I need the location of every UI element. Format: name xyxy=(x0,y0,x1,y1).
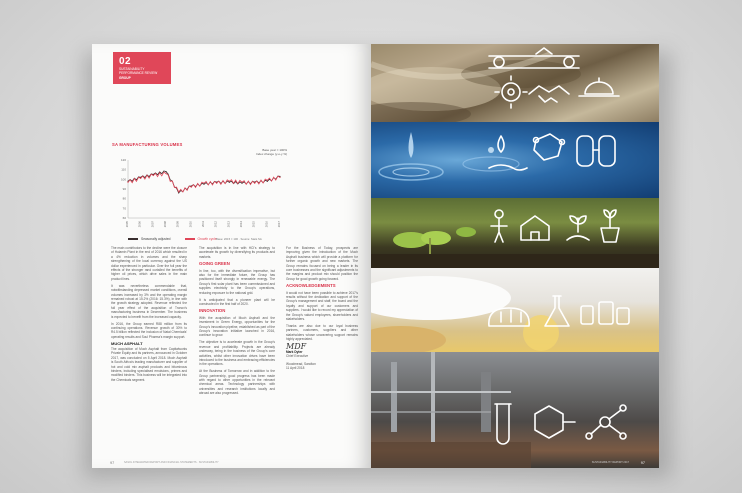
page-number-left: 97 xyxy=(110,461,115,465)
handshake-icon xyxy=(529,86,569,102)
molecule-icon xyxy=(534,134,565,160)
paragraph: It was nevertheless commendable that, notwithstanding depressed market conditions, overall volumes increased by 3% and the operating margin remained robust at 15.2% (2016: 15.3%), in line with the growth strategy adopted. Revenue reflected the full year effect of the acquisition of Tronox's manufacturing business in December. The business is expected to benefit from the increased capacity. xyxy=(111,283,187,319)
y-tick-label: 70 xyxy=(122,206,126,211)
y-tick-label: 80 xyxy=(122,196,126,201)
chart-note-1: Base year = 100% xyxy=(262,148,287,152)
x-tick-label: 2015 xyxy=(251,221,256,228)
right-page xyxy=(371,44,659,468)
signatory-place: Woodmead, Sandton xyxy=(286,361,316,366)
data-point xyxy=(153,175,154,176)
conveyor-icon xyxy=(489,48,579,68)
subheading-much-asphalt: MUCH ASPHALT xyxy=(111,340,143,346)
x-tick-label: 2012 xyxy=(213,221,218,228)
heading-acknowledgements: ACKNOWLEDGEMENTS xyxy=(286,283,336,289)
heading-innovation: INNOVATION xyxy=(199,308,226,314)
text-column-1 xyxy=(111,246,187,385)
gear-icon xyxy=(495,76,527,108)
hexagon-icon xyxy=(535,406,575,438)
section-title-1: SUSTAINABILITY xyxy=(119,67,145,71)
x-tick-label: 2005 xyxy=(125,221,129,228)
legend-item-seasonal xyxy=(128,237,171,241)
paragraph: The acquisition of Much Asphalt from Capitalworks Private Equity and its partners, announced in October 2017, was concluded on 5 April 2018. Much Asphalt is South Africa's leading manufacturer and supplier of hot and cold mix asphalt products and bituminous binders, including specialised emulsions, primes and modified binders. This business will be integrated into the Chemicals segment. xyxy=(111,347,187,382)
data-point xyxy=(229,181,230,182)
y-tick-label: 60 xyxy=(122,216,126,220)
data-point xyxy=(267,180,268,181)
signatory-role: Chief Executive xyxy=(286,354,309,359)
chart-source: Base: 2015 = 100 · Source: Stats SA xyxy=(216,237,262,241)
data-point xyxy=(254,183,255,184)
legend-item-growth xyxy=(185,237,217,241)
left-footer: SASOL INTEGRATED REPORT AND FINANCIAL STATEMENTS · SUSTAINABILITY xyxy=(124,461,219,464)
x-tick-label: 2006 xyxy=(137,221,142,228)
data-point xyxy=(216,183,217,184)
data-point xyxy=(127,182,128,183)
legend-swatch-growth xyxy=(185,238,195,240)
left-page xyxy=(92,44,371,468)
signatory-date: 11 April 2018 xyxy=(286,366,305,371)
data-point xyxy=(279,177,280,178)
section-number: 02 xyxy=(119,56,132,67)
x-tick-label: 2011 xyxy=(201,221,205,228)
icon-overlay xyxy=(371,44,659,468)
manufacturing-line-chart xyxy=(110,156,285,234)
data-point xyxy=(165,171,166,172)
section-title-2: PERFORMANCE REVIEW xyxy=(119,71,158,75)
water-drop-hand-icon xyxy=(489,136,527,170)
x-tick-label: 2013 xyxy=(226,221,231,228)
x-tick-label: 2007 xyxy=(150,221,155,228)
text-column-3 xyxy=(286,246,358,371)
network-molecule-icon xyxy=(586,405,626,439)
x-tick-label: 2008 xyxy=(163,221,167,228)
test-tube-icon xyxy=(495,404,511,444)
paragraph: It is anticipated that a pioneer plant will be constructed in the first half of 2020. xyxy=(199,297,275,306)
right-footer: SUSTAINABILITY REPORT 2017 xyxy=(591,461,629,464)
paragraph: It would not have been possible to achieve 2017's results without the dedication and support of the Group's management and staff, the board and the loyalty and support of our customers and suppliers. I would like to record my appreciation of the Group's valued employees, shareholders and stakeholders. xyxy=(286,290,358,322)
paragraph: At the Business of Tomorrow and in addition to the Group partnership, good progress has been made with regard to other opportunities in the relevant chemical areas. Technology partnerships with universities and research institutions locally and abroad are also progressed. xyxy=(199,369,275,396)
x-tick-label: 2009 xyxy=(175,221,180,228)
y-tick-label: 110 xyxy=(121,167,126,172)
chart-title: SA MANUFACTURING VOLUMES xyxy=(112,142,183,147)
x-tick-label: 2016 xyxy=(264,221,269,228)
section-title-3: GROUP xyxy=(119,76,131,80)
paragraph: For the Business of Today, prospects are improving given the introduction of the Much Asphalt business which will provide a platform for further organic growth and new markets. The Group remains focused on being a leader in its core businesses and the significant adjustments to the margins and product mix should position the Group for good growth going forward. xyxy=(286,246,358,281)
flask-icon xyxy=(545,296,569,326)
paragraph: The objective is to accelerate growth in the Group's revenue and profitability. Projects are already underway, being in the business of the Group's core activities, whilst other innovation drives have been introduced to the business and embracing efficiencies in the operations. xyxy=(199,340,275,367)
section-tab xyxy=(113,52,171,84)
page-number-right: 97 xyxy=(640,461,645,465)
paragraph: The main contributors to the decline were the closure of Hulamin Plant in the end of 2016 which resulted in a 4% reduction in volumes and the sharp strengthening of the local currency against the US dollar experienced in particular. Over the full year the effects of the stronger rand curtailed the benefits of higher oil prices, which drive sales in the main product lines. xyxy=(111,246,187,281)
data-point xyxy=(140,178,141,179)
data-point xyxy=(165,173,166,174)
y-tick-label: 120 xyxy=(120,158,126,162)
series-line-1 xyxy=(128,172,280,192)
x-tick-label: 2014 xyxy=(239,221,243,228)
paragraph: The acquisition is in line with HCI's strategy to accelerate its growth by diversifying its products and markets. xyxy=(199,246,275,259)
paragraph: In line, too, with the diversification imperative, but also for the immediate future, the Group has positioned itself strongly in renewable energy. The Group's first solar plant has been commissioned and supplies electricity to the Group's operations, reducing exposure to the national grid. xyxy=(199,268,275,295)
legend-label-seasonal: Seasonally adjusted xyxy=(141,237,171,241)
data-point xyxy=(241,182,242,183)
data-point xyxy=(191,186,192,187)
data-point xyxy=(178,191,179,192)
y-tick-label: 90 xyxy=(122,187,126,191)
barn-icon xyxy=(521,216,549,240)
x-tick-label: 2010 xyxy=(188,221,193,228)
signatory-name: Mark Dyter xyxy=(286,350,303,355)
plant-hand-icon xyxy=(567,216,589,240)
text-column-2 xyxy=(199,246,275,398)
data-point xyxy=(203,183,204,184)
paragraph: In 2016, the Group earned R88 million from its continuing operations. Revenue growth of 30% to R4.5 billion reflected the inclusion of Natal Chemicals' operating results and Soul Pharma's margin support. xyxy=(111,321,187,339)
hard-hat-icon xyxy=(579,78,619,96)
legend-swatch-seasonal xyxy=(128,238,138,240)
legend-label-growth: Growth cycle xyxy=(197,237,217,241)
farmer-icon xyxy=(491,210,507,242)
chart-legend xyxy=(128,237,217,241)
x-tick-label: 2017 xyxy=(277,221,281,228)
bread-icon xyxy=(489,308,529,326)
potted-plant-icon xyxy=(601,210,619,242)
heading-going-green: GOING GREEN xyxy=(199,261,230,267)
chart-note-2: Index change (y-o-y %) xyxy=(255,152,287,156)
tank-icon xyxy=(577,136,615,166)
paragraph: With the acquisition of Much Asphalt and the investment in Green Energy, opportunities for the Group's innovation pipeline, established as part of the Group's innovation initiative launched in 2016, continue to grow. xyxy=(199,315,275,338)
signature: MDF xyxy=(286,341,307,351)
jars-icon xyxy=(581,302,629,324)
y-tick-label: 100 xyxy=(120,177,126,182)
paragraph: Thanks are also due to our loyal business partners, customers, suppliers and other stakeholders whose unwavering support remains highly appreciated. xyxy=(286,324,358,342)
